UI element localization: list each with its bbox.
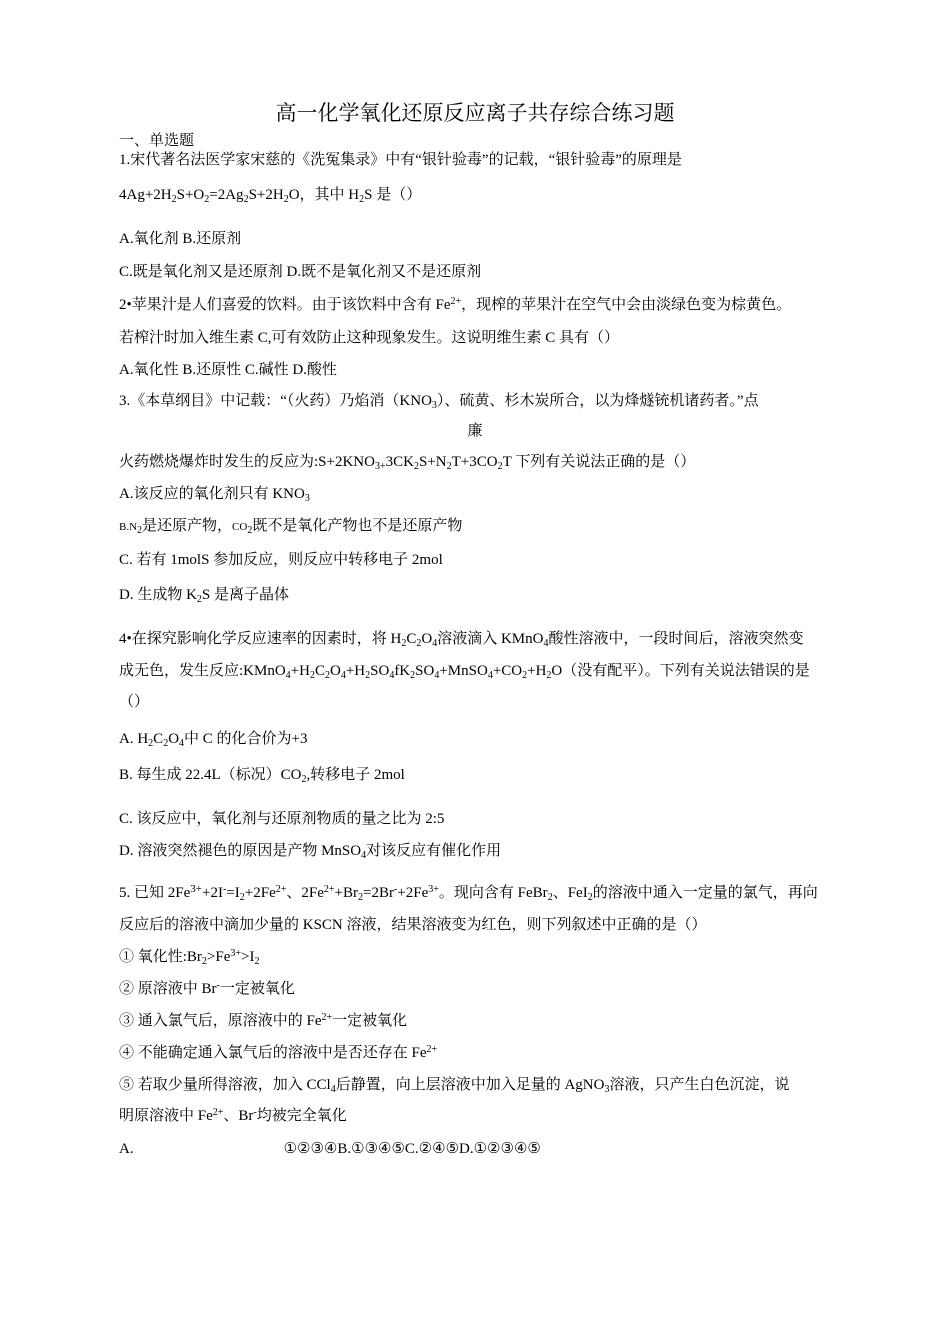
q5-statement-5-cont: 明原溶液中 $Fe^{2+}$、Br-均被完全氧化 (119, 1107, 347, 1124)
q1-options-cd: C.既是氧化剂又是还原剂 D.既不是氧化剂又不是还原剂 (119, 264, 482, 280)
q4-option-d: D. 溶液突然褪色的原因是产物 MnSO$_4$对该反应有催化作用 (119, 843, 502, 861)
q5-stem-line-1: 5. 已知 $2Fe^{3+}+2I^-=I_2+2Fe^{2+}$、$2Fe^{2+}+Br_2=2Br^-+2Fe^{3+}$。现向含有 FeBr$_2$、FeI$_2$的溶液中通入一定量的氯气，再向 (119, 883, 818, 903)
q4-stem-line-1: 4•在探究影响化学反应速率的因素时，将 $H_2C_2O_4$溶液滴入 KMnO$_4$酸性溶液中，一段时间后，溶液突然变 (119, 631, 804, 649)
q1-stem-line-1: 1.宋代著名法医学家宋慈的《洗冤集录》中有“银针验毒”的记载，“银针验毒”的原理是 (119, 152, 682, 168)
q5-statement-3: ③ 通入氯气后，原溶液中的 $Fe^{2+}$一定被氧化 (119, 1012, 408, 1029)
q4-option-c: C. 该反应中，氧化剂与还原剂物质的量之比为 2:5 (119, 811, 445, 827)
q2-stem-line-2: 若榨汁时加入维生素 C,可有效防止这种现象发生。这说明维生素 C 具有（） (119, 330, 620, 346)
section-heading: 一、单选题 (119, 133, 195, 149)
q5-answer-options: A. ①②③④B.①③④⑤C.②④⑤D.①②③④⑤ (119, 1141, 541, 1157)
q3-stem-line-3: 火药燃烧爆炸时发生的反应为$:S+2KNO_{3+}3CK_2S+N_2T+3CO_2T$ 下列有关说法正确的是（） (119, 454, 696, 472)
q5-statement-4: ④ 不能确定通入氯气后的溶液中是否还存在 $Fe^{2+}$ (119, 1044, 438, 1061)
q4-stem-line-2: 成无色，发生反应$:KMnO_4+H_2C_2O_4+H_2SO_4fK_2SO_4+MnSO_4+CO_2+H_2O$（没有配平）。下列有关说法错误的是 (119, 663, 810, 681)
q2-stem-line-1: 2•苹果汁是人们喜爱的饮料。由于该饮料中含有 $Fe^{2+}$，现榨的苹果汁在空气中会由淡绿色变为棕黄色。 (119, 296, 792, 313)
q3-option-a: A.该反应的氧化剂只有 $KNO_3$ (119, 486, 310, 504)
q3-option-b: $B.N_2$是还原产物，$CO_2$既不是氧化产物也不是还原产物 (119, 518, 463, 536)
q4-option-a: A. $H_2C_2O_4$中 C 的化合价为+3 (119, 731, 308, 749)
q4-stem-line-3: （） (119, 694, 150, 710)
q2-options: A.氧化性 B.还原性 C.碱性 D.酸性 (119, 362, 337, 378)
q3-option-c: C. 若有 1molS 参加反应，则反应中转移电子 2mol (119, 552, 443, 568)
q5-stem-line-2: 反应后的溶液中滴加少量的 KSCN 溶液，结果溶液变为红色，则下列叙述中正确的是（） (119, 917, 707, 933)
q5-statement-5: ⑤ 若取少量所得溶液，加入 CCl$_4$后静置，向上层溶液中加入足量的 AgNO$_3$溶液，只产生白色沉淀，说 (119, 1077, 790, 1095)
q3-stem-line-2: 廉 (467, 423, 483, 439)
q5-statement-1: ① 氧化性$:Br_2>Fe^{3+}>I_2$ (119, 948, 260, 967)
q1-stem-line-2: $4Ag+2H_2S+O_2=2Ag_2S+2H_2O$，其中 $H_2S$ 是（） (119, 187, 422, 205)
q1-options-ab: A.氧化剂 B.还原剂 (119, 231, 242, 247)
q3-option-d: D. 生成物 $K_2S$ 是离子晶体 (119, 587, 290, 605)
q3-stem-line-1: 3.《本草纲目》中记载：“（火药）乃焰消$(KNO_3)$、硫黄、杉木炭所合，以为烽燧铳机诸药者。”点 (119, 393, 759, 411)
q4-option-b: B. 每生成 22.4L（标况）$CO_2$,转移电子 2mol (119, 767, 405, 785)
q5-statement-2: ② 原溶液中 Br-一定被氧化 (119, 980, 295, 997)
page-title: 高一化学氧化还原反应离子共存综合练习题 (275, 101, 675, 125)
